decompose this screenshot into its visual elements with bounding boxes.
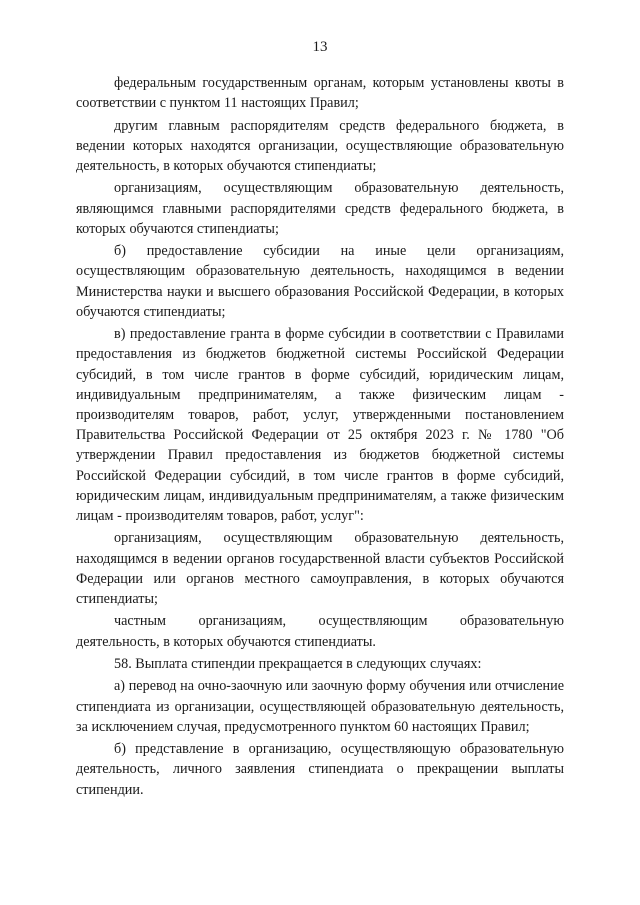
paragraph-regional-organizations: организациям, осуществляющим образовательную деятельность, находящимся в ведении органов государственной власти субъектов Российской Федерации или органов местного самоуправления, в которых обучаются стипендиаты; (76, 530, 564, 608)
paragraph-item-b-subsidy: б) предоставление субсидии на иные цели организациям, осуществляющим образовательную деятельность, находящимся в ведении Министерства науки и высшего образования Российской Федерации, в которых обучаются стипендиаты; (76, 243, 564, 320)
page-number: 13 (312, 39, 328, 55)
paragraph-federal-bodies: федеральным государственным органам, которым установлены квоты в соответствии с пунктом 11 настоящих Правил; (76, 75, 564, 112)
document-body (76, 73, 564, 802)
paragraph-other-budget-managers: другим главным распорядителям средств федерального бюджета, в ведении которых находятся организации, осуществляющие образовательную деятельность, в которых обучаются стипендиаты; (76, 117, 564, 174)
paragraph-item-v-grant: в) предоставление гранта в форме субсидии в соответствии с Правилами предоставления из бюджетов бюджетной системы Российской Федерации субсидий, в том числе грантов в форме субсидий, юридическим лицам, индивидуальным предпринимателям, а также физическим лицам - производителям товаров, работ, услуг, утвержденными постановлением Правительства Российской Федерации от 25 октября 2023 г. № 1780 "Об утверждении Правил предоставления из бюджетов бюджетной системы Российской Федерации субсидий, в том числе грантов в форме субсидий, юридическим лицам, индивидуальным предпринимателям, а также физическим лицам - производителям товаров, работ, услуг": (76, 326, 564, 525)
paragraph-educational-organizations: организациям, осуществляющим образовательную деятельность, являющимся главными распорядителями средств федерального бюджета, в которых обучаются стипендиаты; (76, 180, 564, 237)
paragraph-item-a-transfer: а) перевод на очно-заочную или заочную форму обучения или отчисление стипендиата из организации, осуществляющей образовательную деятельность, за исключением случая, предусмотренного пунктом 60 настоящих Правил; (76, 678, 564, 735)
paragraph-private-organizations: частным организациям, осуществляющим образовательную деятельность, в которых обучаются стипендиаты. (76, 613, 564, 650)
paragraph-item-b-application: б) представление в организацию, осуществляющую образовательную деятельность, личного заявления стипендиата о прекращении выплаты стипендии. (76, 741, 564, 798)
paragraph-clause-58: 58. Выплата стипендии прекращается в следующих случаях: (114, 656, 482, 672)
